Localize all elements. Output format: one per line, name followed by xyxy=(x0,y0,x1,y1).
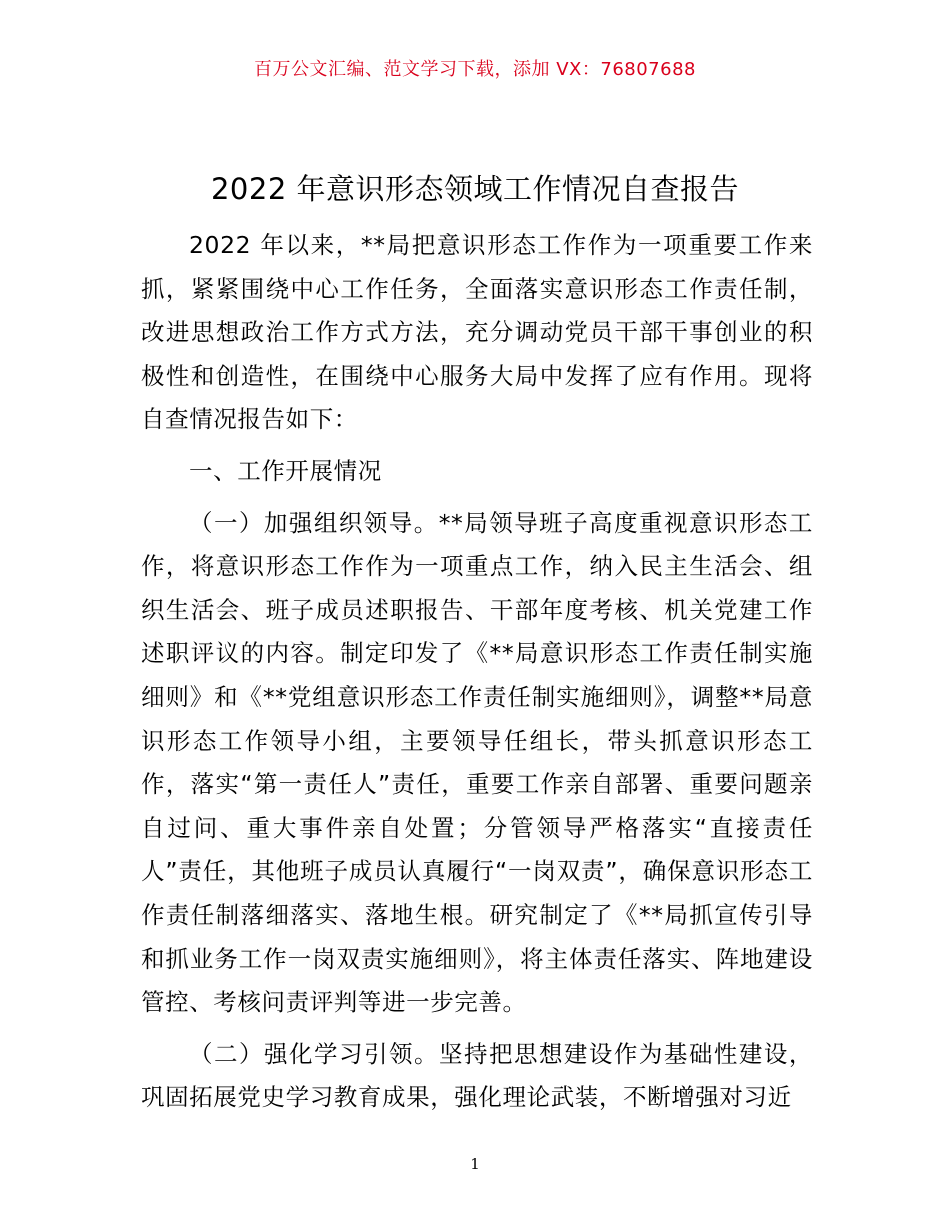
intro-paragraph: 2022 年以来，**局把意识形态工作作为一项重要工作来抓，紧紧围绕中心工作任务，全面落实意识形态工作责任制，改进思想政治工作方式方法，充分调动党员干部干事创业的积极性和创造性，在围绕中心服务大局中发挥了应有作用。现将自查情况报告如下： xyxy=(141,231,813,434)
section-heading: 一、工作开展情况 xyxy=(189,456,382,485)
document-body xyxy=(141,224,813,1120)
document-title: 2022 年意识形态领域工作情况自查报告 xyxy=(210,172,740,206)
page-number: 1 xyxy=(470,1155,480,1173)
paragraph-gap xyxy=(141,1025,813,1033)
item-paragraph-1: （一）加强组织领导。**局领导班子高度重视意识形态工作，将意识形态工作作为一项重点工作，纳入民主生活会、组织生活会、班子成员述职报告、干部年度考核、机关党建工作述职评议的内容。制定印发了《**局意识形态工作责任制实施细则》和《**党组意识形态工作责任制实施细则》，调整**局意识形态工作领导小组，主要领导任组长，带头抓意识形态工作，落实“第一责任人”责任，重要工作亲自部署、重要问题亲自过问、重大事件亲自处置；分管领导严格落实“直接责任人”责任，其他班子成员认真履行“一岗双责”，确保意识形态工作责任制落细落实、落地生根。研究制定了《**局抓宣传引导和抓业务工作一岗双责实施细则》，将主体责任落实、阵地建设管控、考核问责评判等进一步完善。 xyxy=(141,508,813,1017)
item-paragraph-2: （二）强化学习引领。坚持把思想建设作为基础性建设，巩固拓展党史学习教育成果，强化理论武装，不断增强对习近 xyxy=(141,1039,813,1112)
paragraph-gap xyxy=(141,494,813,502)
header-banner: 百万公文汇编、范文学习下载，添加 VX：76807688 xyxy=(254,59,696,80)
paragraph-gap xyxy=(141,442,813,450)
